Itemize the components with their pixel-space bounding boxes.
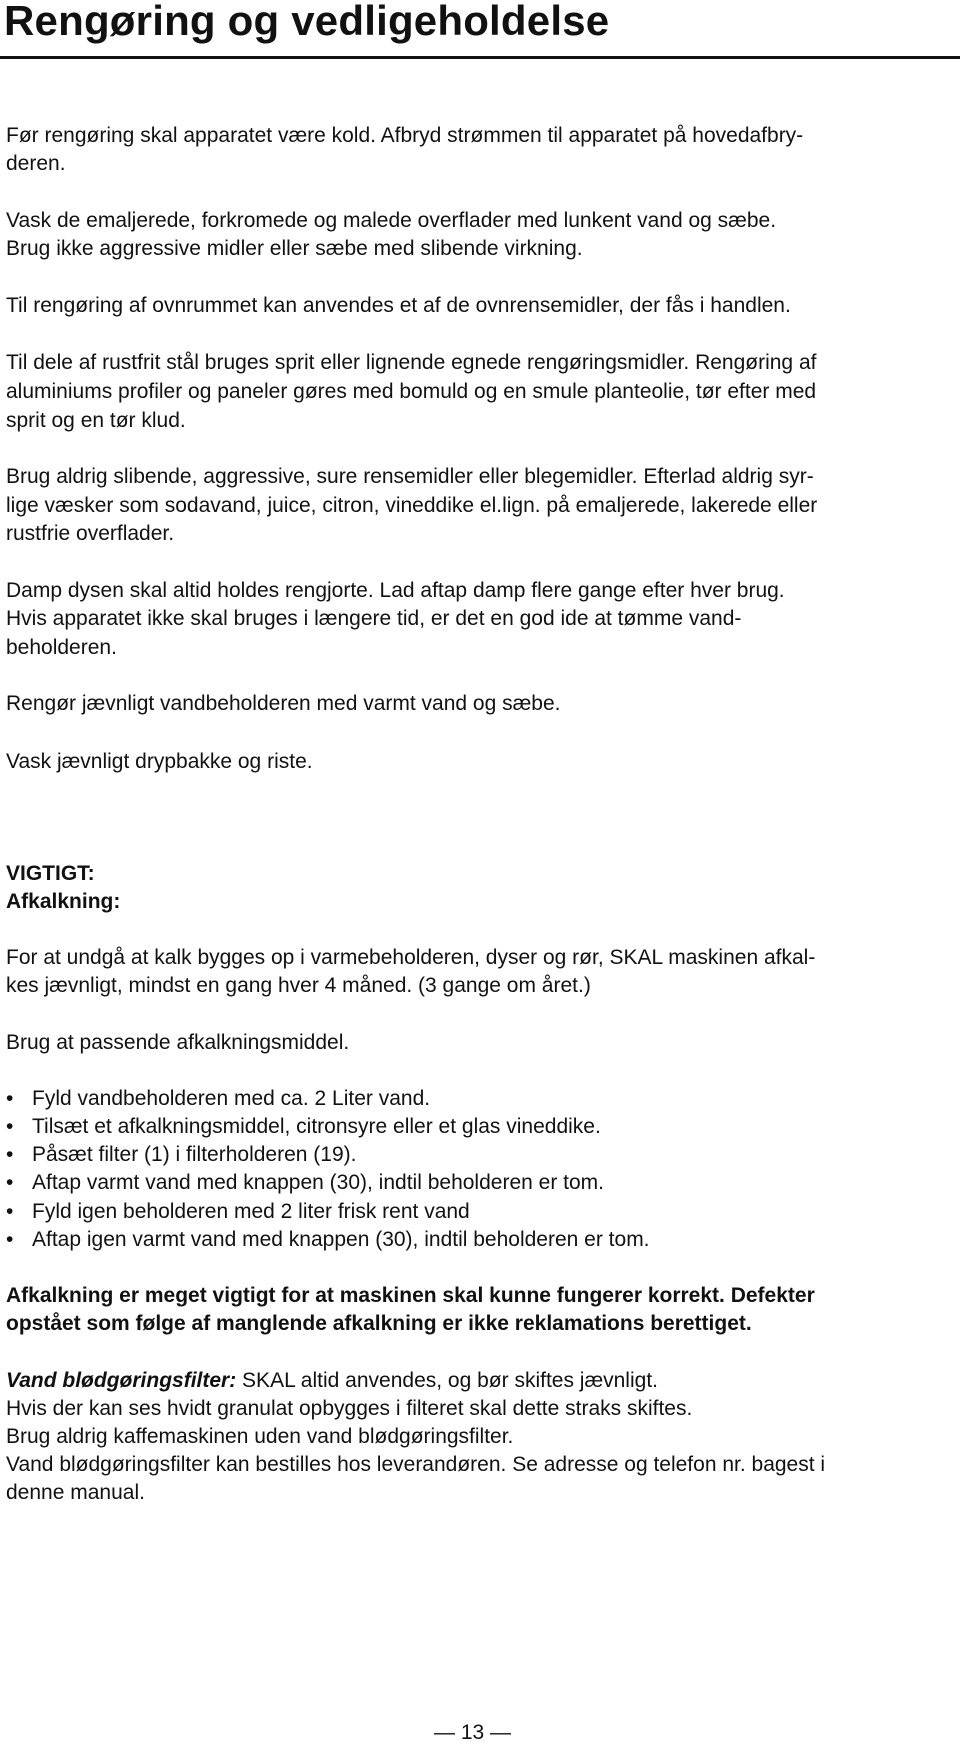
paragraph-line: Før rengøring skal apparatet være kold. Afbryd strømmen til apparatet på hovedafbry- <box>6 124 804 147</box>
paragraph-line: Brug at passende afkalkningsmiddel. <box>6 1031 350 1054</box>
bullet-item <box>6 1226 650 1254</box>
bullet-item <box>6 1085 430 1113</box>
paragraph-line: kes jævnligt, mindst en gang hver 4 måned. (3 gange om året.) <box>6 974 591 997</box>
bullet-text: Påsæt filter (1) i filterholderen (19). <box>32 1143 357 1166</box>
paragraph-line: Vask de emaljerede, forkromede og malede overflader med lunkent vand og sæbe. <box>6 209 777 232</box>
paragraph-line: denne manual. <box>6 1481 145 1504</box>
paragraph-line: Vask jævnligt drypbakke og riste. <box>6 750 313 773</box>
filter-text: SKAL altid anvendes, og bør skiftes jævnligt. <box>236 1369 658 1392</box>
bullet-text: Fyld igen beholderen med 2 liter frisk rent vand <box>32 1200 470 1223</box>
warning-line: opstået som følge af manglende afkalkning er ikke reklamations berettiget. <box>6 1312 752 1335</box>
paragraph-line: beholderen. <box>6 636 117 659</box>
paragraph-line: Hvis der kan ses hvidt granulat opbygges i filteret skal dette straks skiftes. <box>6 1397 693 1420</box>
warning-line: Afkalkning er meget vigtigt for at maskinen skal kunne fungerer korrekt. Defekter <box>6 1284 815 1307</box>
important-label: VIGTIGT: <box>6 862 95 885</box>
paragraph-line: Brug aldrig slibende, aggressive, sure rensemidler eller blegemidler. Efterlad aldrig syr- <box>6 465 814 488</box>
paragraph-line: Vand blødgøringsfilter kan bestilles hos leverandøren. Se adresse og telefon nr. bagest i <box>6 1453 826 1476</box>
paragraph-line: Brug aldrig kaffemaskinen uden vand blødgøringsfilter. <box>6 1425 514 1448</box>
bullet-item <box>6 1169 604 1197</box>
decalcification-heading: Afkalkning: <box>6 890 121 913</box>
filter-line <box>6 1367 658 1395</box>
page-number: — 13 — <box>434 1721 512 1744</box>
bullet-text: Aftap igen varmt vand med knappen (30), indtil beholderen er tom. <box>32 1228 650 1251</box>
paragraph-line: Til rengøring af ovnrummet kan anvendes et af de ovnrensemidler, der fås i handlen. <box>6 294 791 317</box>
title-divider <box>0 56 960 59</box>
paragraph-line: lige væsker som sodavand, juice, citron, vineddike el.lign. på emaljerede, lakerede eller <box>6 494 818 517</box>
paragraph-line: Damp dysen skal altid holdes rengjorte. Lad aftap damp flere gange efter hver brug. <box>6 579 785 602</box>
paragraph-line: aluminiums profiler og paneler gøres med bomuld og en smule planteolie, tør efter med <box>6 380 817 403</box>
paragraph-line: rustfrie overflader. <box>6 522 175 545</box>
bullet-item <box>6 1141 356 1169</box>
filter-label: Vand blødgøringsfilter: <box>6 1369 237 1392</box>
paragraph-line: sprit og en tør klud. <box>6 409 186 432</box>
paragraph-line: For at undgå at kalk bygges op i varmebeholderen, dyser og rør, SKAL maskinen afkal- <box>6 946 816 969</box>
paragraph-line: Hvis apparatet ikke skal bruges i længere tid, er det en god ide at tømme vand- <box>6 607 742 630</box>
bullet-item <box>6 1198 470 1226</box>
bullet-text: Aftap varmt vand med knappen (30), indtil beholderen er tom. <box>32 1171 604 1194</box>
bullet-dot: • <box>6 1228 14 1251</box>
bullet-item <box>6 1113 601 1141</box>
paragraph-line: Rengør jævnligt vandbeholderen med varmt vand og sæbe. <box>6 692 561 715</box>
bullet-dot: • <box>6 1171 14 1194</box>
bullet-dot: • <box>6 1200 14 1223</box>
bullet-text: Tilsæt et afkalkningsmiddel, citronsyre eller et glas vineddike. <box>32 1115 601 1138</box>
bullet-dot: • <box>6 1143 14 1166</box>
paragraph-line: Brug ikke aggressive midler eller sæbe med slibende virkning. <box>6 237 583 260</box>
paragraph-line: deren. <box>6 152 66 175</box>
bullet-dot: • <box>6 1115 14 1138</box>
paragraph-line: Til dele af rustfrit stål bruges sprit eller lignende egnede rengøringsmidler. Rengøring af <box>6 351 817 374</box>
bullet-dot: • <box>6 1087 14 1110</box>
bullet-text: Fyld vandbeholderen med ca. 2 Liter vand. <box>32 1087 431 1110</box>
page-title: Rengøring og vedligeholdelse <box>4 0 610 44</box>
